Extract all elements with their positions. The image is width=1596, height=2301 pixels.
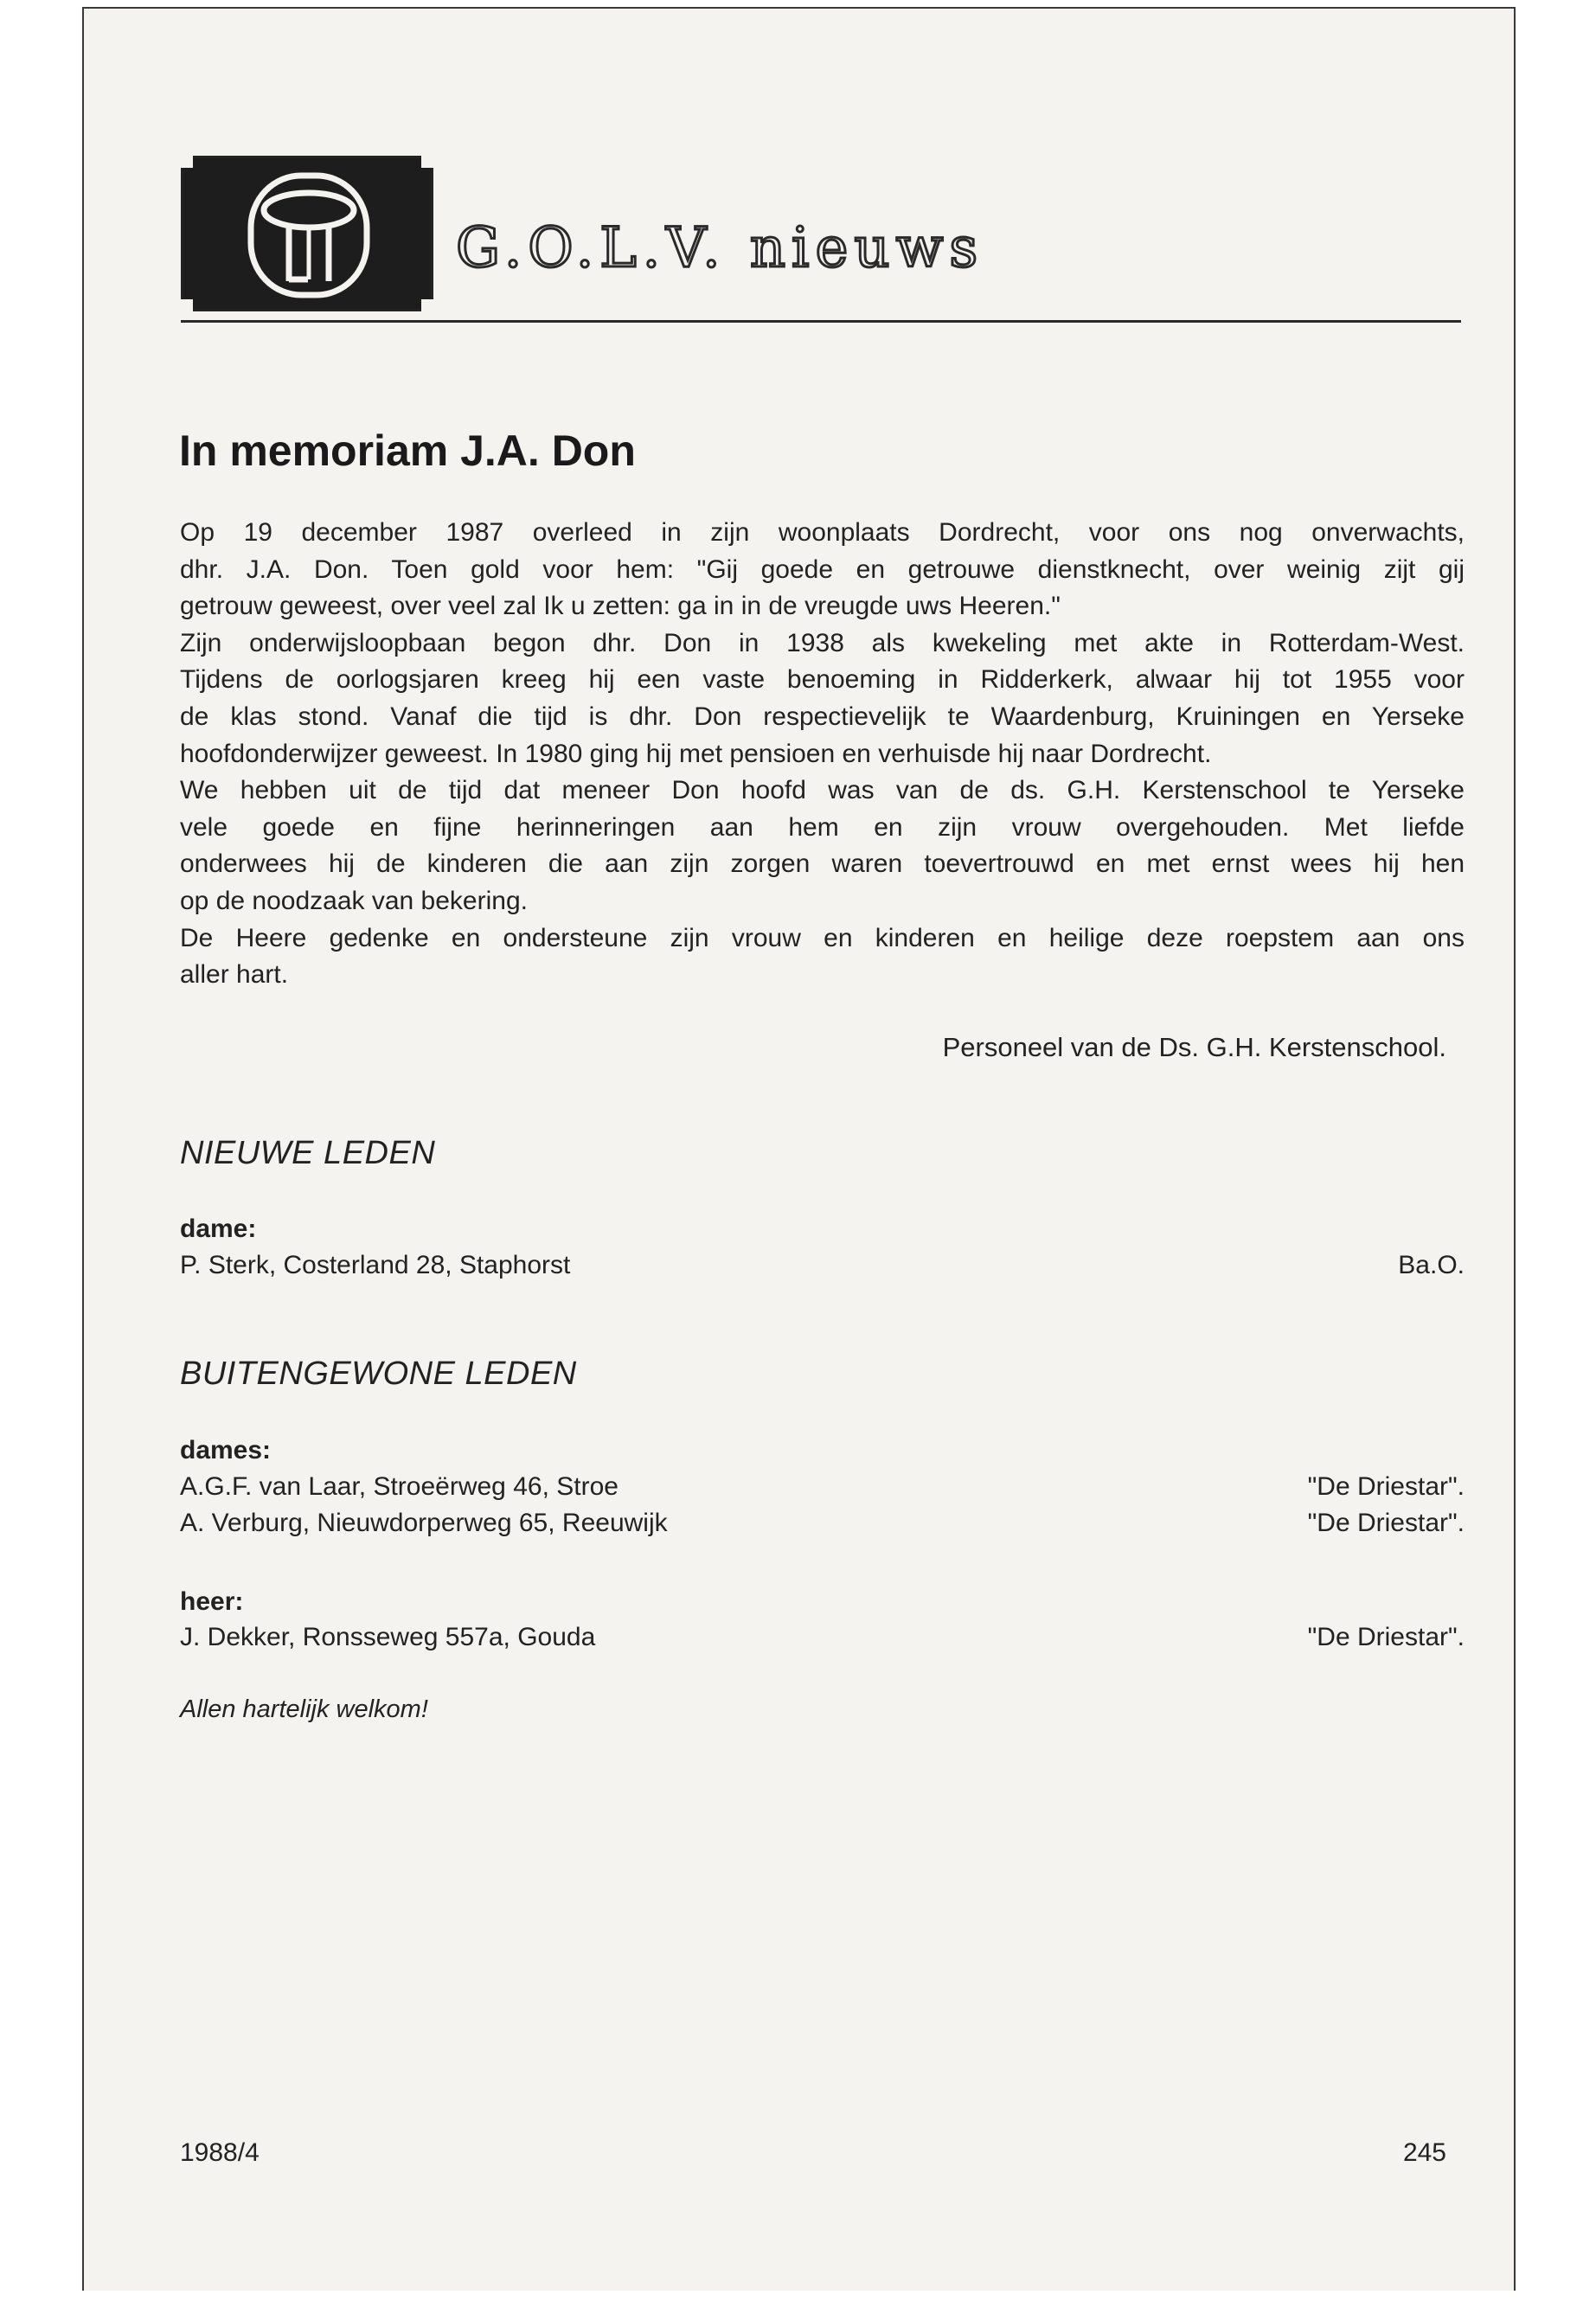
member-affiliation: "De Driestar". [1307, 1509, 1465, 1537]
issue-number: 1988/4 [180, 2138, 260, 2167]
golv-logo [181, 156, 433, 311]
article-line: de klas stond. Vanaf die tijd is dhr. Don respectievelijk te Waardenburg, Kruiningen en Yerseke [180, 702, 1465, 731]
closing-welcome: Allen hartelijk welkom! [180, 1695, 428, 1723]
member-name: A. Verburg, Nieuwdorperweg 65, Reeuwijk [180, 1509, 668, 1537]
new-members-heading: NIEUWE LEDEN [180, 1135, 436, 1171]
article-line: Op 19 december 1987 overleed in zijn woonplaats Dordrecht, voor ons nog onverwachts, [180, 518, 1465, 547]
article-line: onderwees hij de kinderen die aan zijn zorgen waren toevertrouwd en met ernst wees hij hen [180, 849, 1465, 879]
member-name: A.G.F. van Laar, Stroeërweg 46, Stroe [180, 1472, 619, 1501]
member-name: J. Dekker, Ronsseweg 557a, Gouda [180, 1623, 596, 1651]
article-title: In memoriam J.A. Don [179, 426, 636, 475]
article-line: getrouw geweest, over veel zal Ik u zetten: ga in in de vreugde uws Heeren." [180, 592, 1061, 621]
article-line: hoofdonderwijzer geweest. In 1980 ging hij met pensioen en verhuisde hij naar Dordrecht. [180, 739, 1212, 768]
logo-emblem-icon [235, 170, 382, 300]
article-line: aller hart. [180, 960, 289, 990]
extraordinary-members-heading: BUITENGEWONE LEDEN [180, 1356, 577, 1392]
header-divider [181, 320, 1461, 323]
member-name: P. Sterk, Costerland 28, Staphorst [180, 1251, 571, 1279]
member-group-label: dame: [180, 1215, 257, 1243]
article-line: Tijdens de oorlogsjaren kreeg hij een vaste benoeming in Ridderkerk, alwaar hij tot 1955 voor [180, 665, 1465, 695]
article-line: dhr. J.A. Don. Toen gold voor hem: "Gij goede en getrouwe dienstknecht, over weinig zijt gij [180, 554, 1465, 584]
article-line: Zijn onderwijsloopbaan begon dhr. Don in 1938 als kwekeling met akte in Rotterdam-West. [180, 628, 1465, 657]
member-group-label: dames: [180, 1436, 272, 1465]
article-line: We hebben uit de tijd dat meneer Don hoofd was van de ds. G.H. Kerstenschool te Yerseke [180, 776, 1465, 805]
member-row [180, 1509, 1465, 1547]
member-row [180, 1623, 1465, 1661]
page-number: 245 [1402, 2138, 1446, 2167]
article-body [180, 515, 1465, 994]
article-line: De Heere gedenke en ondersteune zijn vrouw en kinderen en heilige deze roepstem aan ons [180, 923, 1465, 952]
document-page [82, 7, 1516, 2291]
member-affiliation: "De Driestar". [1307, 1472, 1465, 1501]
member-row [180, 1472, 1465, 1510]
article-line: vele goede en fijne herinneringen aan hem en zijn vrouw overgehouden. Met liefde [180, 812, 1465, 842]
magazine-title: G.O.L.V. nieuws [456, 216, 984, 280]
article-signature: Personeel van de Ds. G.H. Kerstenschool. [942, 1032, 1446, 1062]
member-group-label: heer: [180, 1587, 244, 1616]
member-affiliation: Ba.O. [1398, 1251, 1465, 1279]
member-affiliation: "De Driestar". [1307, 1623, 1465, 1651]
article-line: op de noodzaak van bekering. [180, 886, 528, 915]
member-row [180, 1251, 1465, 1289]
